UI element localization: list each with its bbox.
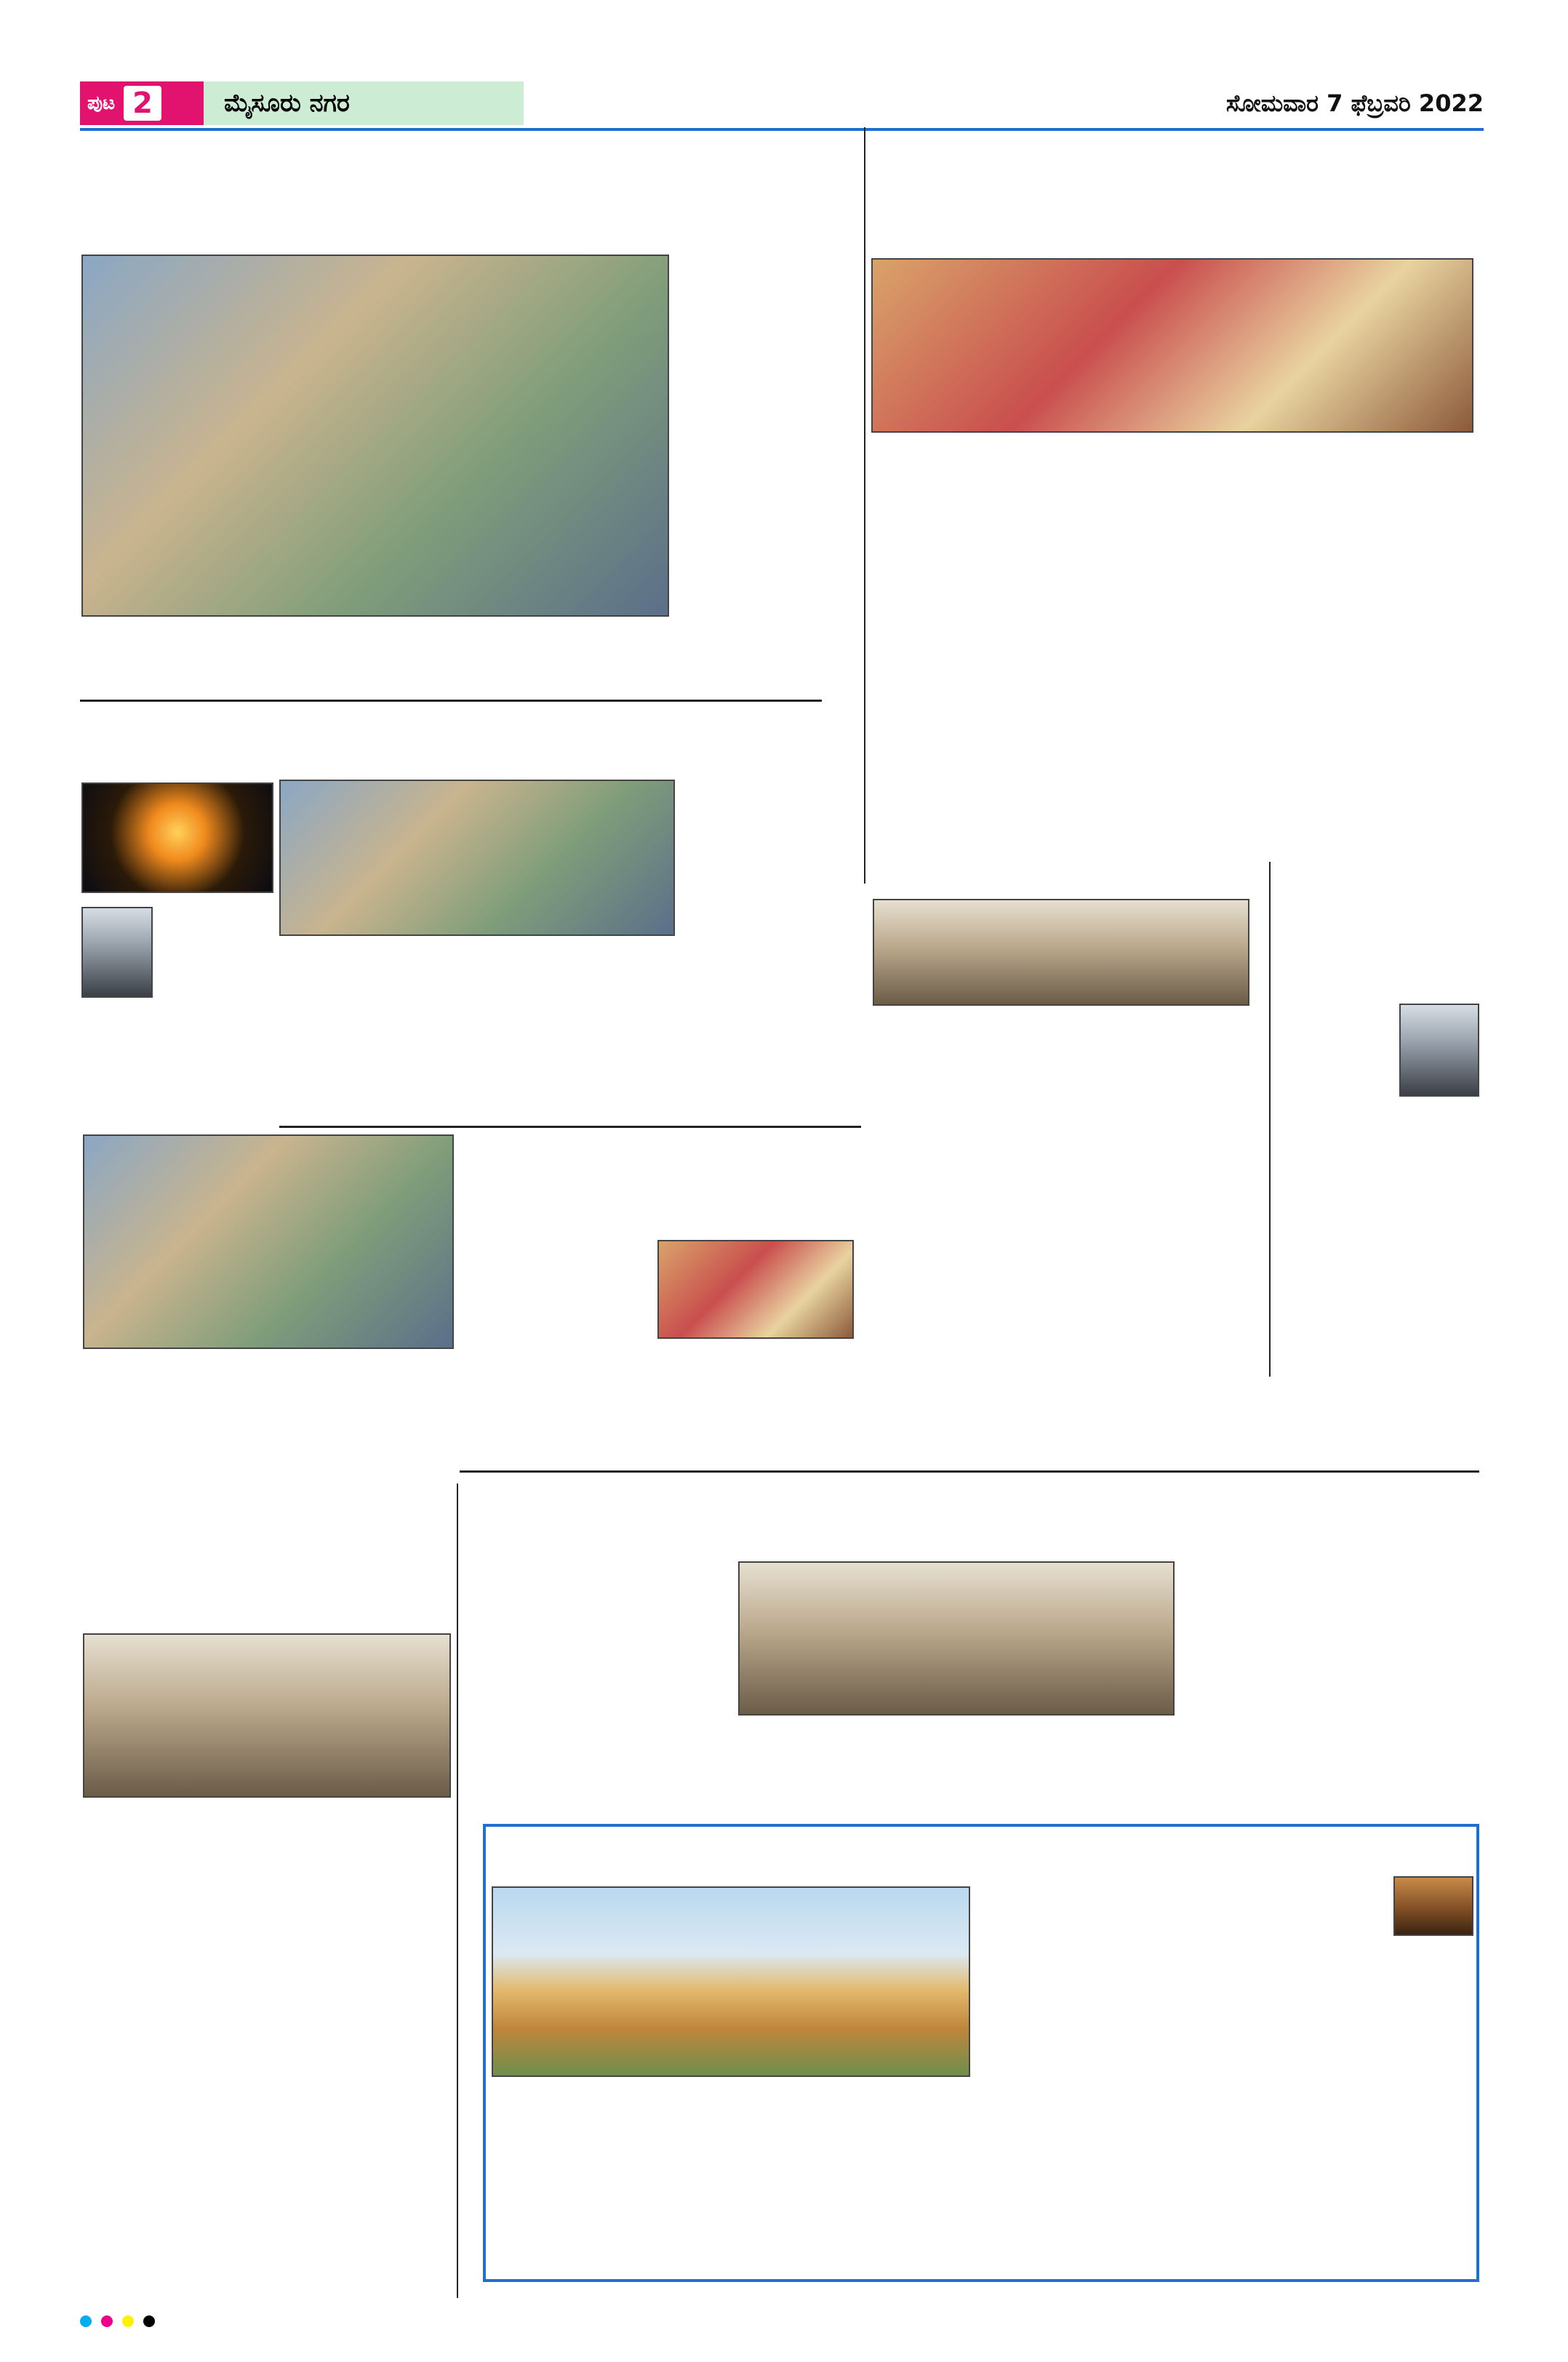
ayub-khan-photo bbox=[1399, 1004, 1479, 1097]
gathering-photo bbox=[83, 1633, 451, 1798]
column-divider bbox=[457, 1484, 458, 2298]
magenta-dot bbox=[101, 2315, 113, 2327]
story1-photo bbox=[81, 255, 669, 617]
palace-lights-photo bbox=[81, 782, 273, 893]
page-number: 2 bbox=[124, 86, 161, 121]
meeting-photo bbox=[738, 1561, 1175, 1716]
story2-photo bbox=[871, 258, 1473, 433]
page-label: ಪುಟ bbox=[87, 92, 116, 114]
workshop-photo bbox=[657, 1240, 854, 1339]
cyan-dot bbox=[80, 2315, 92, 2327]
divider bbox=[460, 1470, 1479, 1473]
divider bbox=[80, 700, 822, 702]
edition-date: ಸೋಮವಾರ 7 ಫೆಬ್ರವರಿ 2022 bbox=[1225, 89, 1484, 117]
radio-icon bbox=[1393, 1876, 1473, 1936]
mysuru-palace-photo bbox=[492, 1886, 970, 2077]
divider bbox=[279, 1126, 861, 1128]
page-tag bbox=[80, 81, 204, 125]
column-divider bbox=[864, 127, 865, 884]
section-name: ಮೈಸೂರು ನಗರ bbox=[204, 81, 524, 125]
column-divider bbox=[1269, 862, 1271, 1377]
black-dot bbox=[143, 2315, 155, 2327]
labour-photo bbox=[279, 780, 675, 936]
person-photo bbox=[81, 907, 153, 998]
yellow-dot bbox=[122, 2315, 134, 2327]
market-photo bbox=[83, 1134, 454, 1349]
header-rule bbox=[80, 128, 1484, 131]
print-marks bbox=[80, 2315, 1484, 2330]
award-photo bbox=[873, 899, 1249, 1006]
masthead bbox=[80, 81, 1484, 125]
